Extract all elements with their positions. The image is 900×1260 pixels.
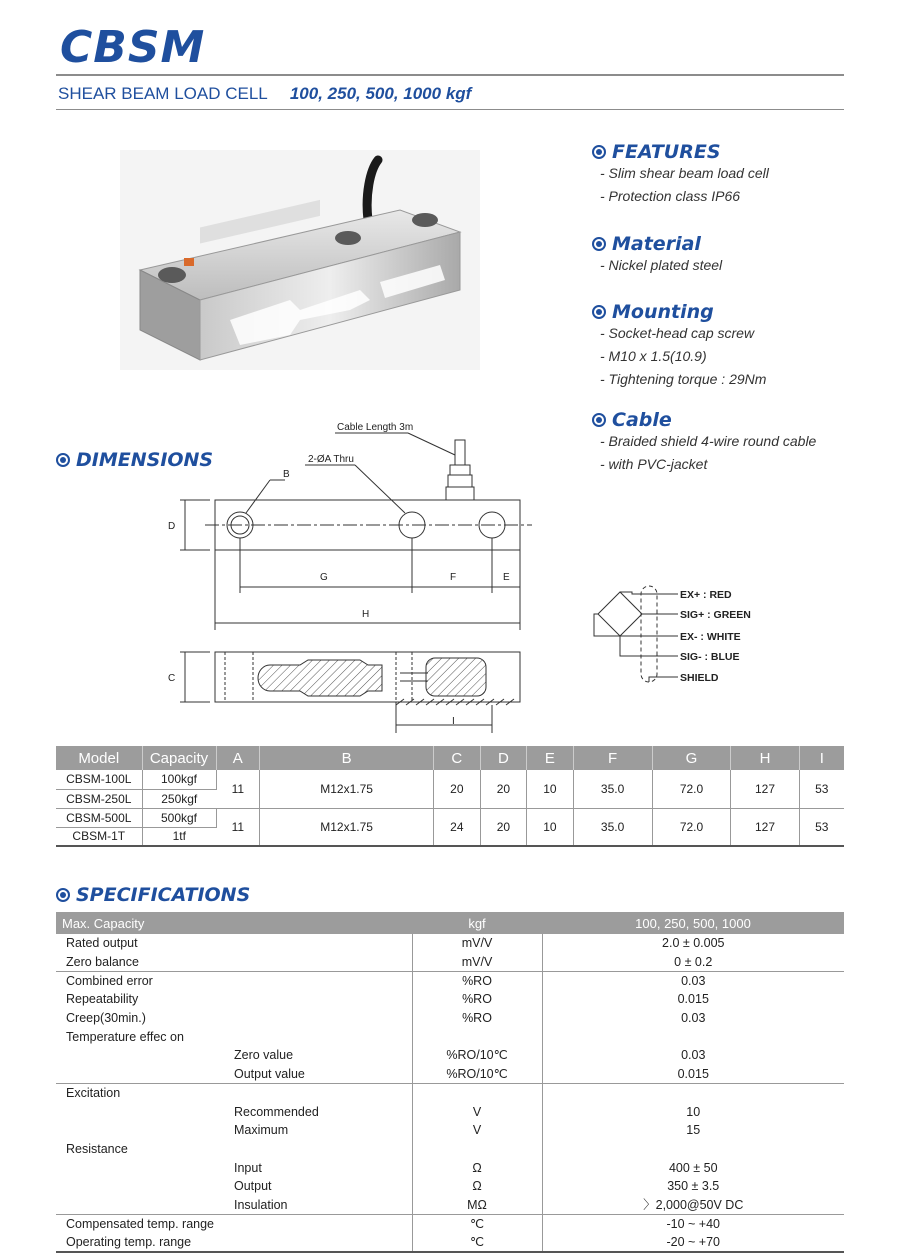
value-cell: 24 (434, 808, 481, 846)
value-cell: M12x1.75 (260, 808, 434, 846)
features-list (600, 162, 769, 208)
bullet-icon (592, 145, 606, 159)
value-cell: 72.0 (652, 808, 731, 846)
spec-value: 0.03 (681, 1011, 706, 1026)
wire-label-sig-minus: SIG- : BLUE (680, 651, 740, 663)
table-row (56, 1121, 844, 1140)
col-header: kgf (412, 912, 542, 934)
page-title: CBSM (60, 22, 206, 73)
cable-stub (455, 440, 465, 465)
col-header: G (652, 746, 731, 770)
col-header: C (434, 746, 481, 770)
col-header: Model (56, 746, 142, 770)
spec-unit: ℃ (412, 1214, 542, 1233)
model-cell: CBSM-1T (56, 827, 142, 846)
spec-name-cell (56, 1065, 412, 1084)
gauge-pocket-left (258, 660, 382, 696)
spec-name: Compensated temp. range (66, 1216, 215, 1231)
spec-name: Creep(30min.) (66, 1011, 146, 1026)
table-row (56, 1102, 844, 1121)
spec-name-cell (56, 1009, 412, 1028)
spec-name-cell (56, 1158, 412, 1177)
spec-name-cell (56, 1027, 412, 1046)
mounting-heading (592, 301, 714, 323)
spec-name-cell (56, 1046, 412, 1065)
spec-name-cell (56, 1140, 412, 1159)
subtitle-text: SHEAR BEAM LOAD CELL (58, 84, 268, 103)
col-header: E (527, 746, 574, 770)
material-heading (592, 233, 701, 255)
list-item: - Slim shear beam load cell (600, 165, 769, 181)
table-row (56, 990, 844, 1009)
material-list (600, 254, 722, 277)
spec-value: 15 (686, 1123, 701, 1138)
spec-unit (412, 1084, 542, 1103)
list-item: - Tightening torque : 29Nm (600, 371, 767, 387)
col-header: Max. Capacity (56, 912, 412, 934)
spec-unit: %RO/10℃ (412, 1046, 542, 1065)
spec-unit: %RO/10℃ (412, 1065, 542, 1084)
spec-subname: Zero value (234, 1048, 294, 1063)
dim-e-label: E (503, 572, 510, 583)
gauge-pocket-right (426, 658, 486, 696)
dim-f-label: F (450, 572, 457, 583)
mounting-heading-label: Mounting (612, 301, 714, 323)
col-header: D (480, 746, 527, 770)
title-rule (56, 74, 844, 76)
spec-value: -20 ~ +70 (542, 1233, 844, 1252)
dim-b-label: B (283, 469, 290, 480)
model-cell: CBSM-500L (56, 808, 142, 827)
spec-unit: MΩ (412, 1196, 542, 1215)
spec-value: 400 ± 50 (668, 1160, 718, 1175)
spec-unit: mV/V (412, 934, 542, 953)
spec-subname: Input (234, 1160, 262, 1175)
value-cell: M12x1.75 (260, 770, 434, 808)
specifications-table (56, 912, 844, 1253)
table-row (56, 1084, 844, 1103)
specifications-heading-label: SPECIFICATIONS (76, 884, 251, 906)
table-row (56, 1233, 844, 1252)
col-header: H (731, 746, 799, 770)
value-cell: 20 (480, 770, 527, 808)
value-cell: 72.0 (652, 770, 731, 808)
spec-unit: ℃ (412, 1233, 542, 1252)
spec-name: Repeatability (66, 992, 139, 1007)
col-header: Capacity (142, 746, 216, 770)
bullet-icon (592, 237, 606, 251)
table-row (56, 1140, 844, 1159)
subtitle-rule (56, 109, 844, 110)
spec-unit (412, 1140, 542, 1159)
spec-subname: Insulation (234, 1197, 288, 1212)
features-heading-label: FEATURES (612, 141, 721, 163)
bullet-icon (56, 888, 70, 902)
dim-g-label: G (320, 572, 328, 583)
bullet-icon (592, 413, 606, 427)
spec-unit: V (412, 1121, 542, 1140)
spec-value: -10 ~ +40 (666, 1216, 720, 1231)
bullet-icon (592, 305, 606, 319)
features-heading (592, 141, 721, 163)
spec-name-cell (56, 1102, 412, 1121)
spec-name: Temperature effec on (66, 1029, 184, 1044)
wire-label-sig-plus: SIG+ : GREEN (680, 609, 751, 621)
spec-subname: Recommended (234, 1104, 319, 1119)
thru-label: 2-ØA Thru (308, 454, 354, 465)
spec-name-cell (56, 1177, 412, 1196)
capacity-cell: 100kgf (142, 770, 216, 789)
value-cell: 53 (799, 770, 844, 808)
spec-name: Rated output (66, 936, 138, 951)
spec-value: 350 ± 3.5 (667, 1179, 720, 1194)
table-row (56, 1196, 844, 1215)
spec-name-cell (56, 1233, 412, 1252)
spec-name-cell (56, 1214, 412, 1233)
table-row (56, 953, 844, 972)
specifications-heading (56, 884, 250, 906)
value-cell: 53 (799, 808, 844, 846)
spec-value: 0.015 (677, 992, 709, 1007)
col-header: F (573, 746, 652, 770)
material-heading-label: Material (612, 233, 701, 255)
spec-name-cell (56, 1084, 412, 1103)
spec-value: 〉2,000@50V DC (542, 1196, 844, 1215)
value-cell: 10 (527, 770, 574, 808)
spec-value: 0.03 (681, 973, 706, 988)
spec-name-cell (56, 971, 412, 990)
table-row (56, 1046, 844, 1065)
capacity-cell: 1tf (142, 827, 216, 846)
model-cell: CBSM-100L (56, 770, 142, 789)
value-cell: 20 (434, 770, 481, 808)
table-row (56, 1158, 844, 1177)
table-row (56, 971, 844, 990)
spec-name-cell (56, 953, 412, 972)
spec-unit: %RO (412, 971, 542, 990)
capacity-range: 100, 250, 500, 1000 kgf (289, 84, 472, 103)
list-item: - M10 x 1.5(10.9) (600, 348, 707, 364)
spec-name: Resistance (66, 1141, 128, 1156)
spec-subname: Output value (234, 1066, 305, 1081)
list-item: - Braided shield 4-wire round cable (600, 433, 817, 449)
dim-i-label: I (452, 716, 455, 727)
shield-sheath (641, 586, 657, 682)
value-cell: 11 (216, 770, 260, 808)
spec-name: Excitation (66, 1086, 121, 1101)
table-header-row (56, 912, 844, 934)
spec-value: 2.0 ± 0.005 (662, 936, 725, 951)
cable-heading (592, 409, 672, 431)
dimension-drawing (150, 415, 550, 735)
bridge-icon (598, 592, 642, 636)
dimensions-heading-label: DIMENSIONS (76, 449, 214, 471)
spec-name-cell (56, 990, 412, 1009)
wire-label-ex-plus: EX+ : RED (680, 589, 732, 601)
bullet-icon (56, 453, 70, 467)
dim-d-label: D (168, 521, 176, 532)
spec-unit: %RO (412, 990, 542, 1009)
spec-unit: Ω (412, 1158, 542, 1177)
value-cell: 11 (216, 808, 260, 846)
spec-value: 10 (686, 1104, 701, 1119)
spec-value: 0.03 (681, 1048, 706, 1063)
value-cell: 10 (527, 808, 574, 846)
cable-gland (446, 465, 474, 500)
dimensions-table (56, 746, 844, 847)
table-row (56, 808, 844, 827)
spec-value (542, 1140, 844, 1159)
capacity-cell: 250kgf (142, 789, 216, 808)
table-row (56, 770, 844, 789)
table-header-row (56, 746, 844, 770)
spec-name: Zero balance (66, 954, 139, 969)
dim-c-label: C (168, 673, 176, 684)
table-row (56, 1027, 844, 1046)
spec-name-cell (56, 1196, 412, 1215)
spec-unit (412, 1027, 542, 1046)
spec-name: Combined error (66, 973, 153, 988)
cable-heading-label: Cable (612, 409, 672, 431)
table-row (56, 1177, 844, 1196)
spec-name: Operating temp. range (66, 1235, 192, 1249)
list-item: - Socket-head cap screw (600, 325, 755, 341)
spec-unit: Ω (412, 1177, 542, 1196)
cable-list (600, 430, 816, 476)
spec-unit: V (412, 1102, 542, 1121)
col-header: A (216, 746, 260, 770)
spec-value (542, 1027, 844, 1046)
spec-name-cell (56, 1121, 412, 1140)
wiring-diagram (590, 580, 780, 690)
spec-value: 0 ± 0.2 (542, 953, 844, 972)
spec-table-body (56, 934, 844, 1252)
mounting-list (600, 322, 766, 391)
value-cell: 127 (731, 770, 799, 808)
cable-length-label: Cable Length 3m (337, 422, 414, 433)
spec-unit: mV/V (412, 953, 542, 972)
model-cell: CBSM-250L (56, 789, 142, 808)
value-cell: 35.0 (573, 808, 652, 846)
value-cell: 127 (731, 808, 799, 846)
spec-unit: %RO (412, 1009, 542, 1028)
table-row (56, 1009, 844, 1028)
dim-h-label: H (362, 609, 370, 620)
page-subtitle (58, 84, 471, 104)
table-row (56, 934, 844, 953)
list-item: - Nickel plated steel (600, 257, 723, 273)
value-cell: 20 (480, 808, 527, 846)
wire-label-ex-minus: EX- : WHITE (680, 631, 741, 643)
table-row (56, 1214, 844, 1233)
spec-value (542, 1084, 844, 1103)
col-header: 100, 250, 500, 1000 (542, 912, 844, 934)
table-row (56, 1065, 844, 1084)
capacity-cell: 500kgf (142, 808, 216, 827)
product-photo (120, 150, 480, 370)
spec-value: 0.015 (542, 1065, 844, 1084)
spec-subname: Maximum (234, 1123, 289, 1138)
wire-label-shield: SHIELD (680, 672, 719, 684)
col-header: I (799, 746, 844, 770)
list-item: - Protection class IP66 (600, 188, 741, 204)
list-item: - with PVC-jacket (600, 456, 708, 472)
col-header: B (260, 746, 434, 770)
spec-subname: Output (234, 1179, 272, 1194)
value-cell: 35.0 (573, 770, 652, 808)
spec-name-cell (56, 934, 412, 953)
